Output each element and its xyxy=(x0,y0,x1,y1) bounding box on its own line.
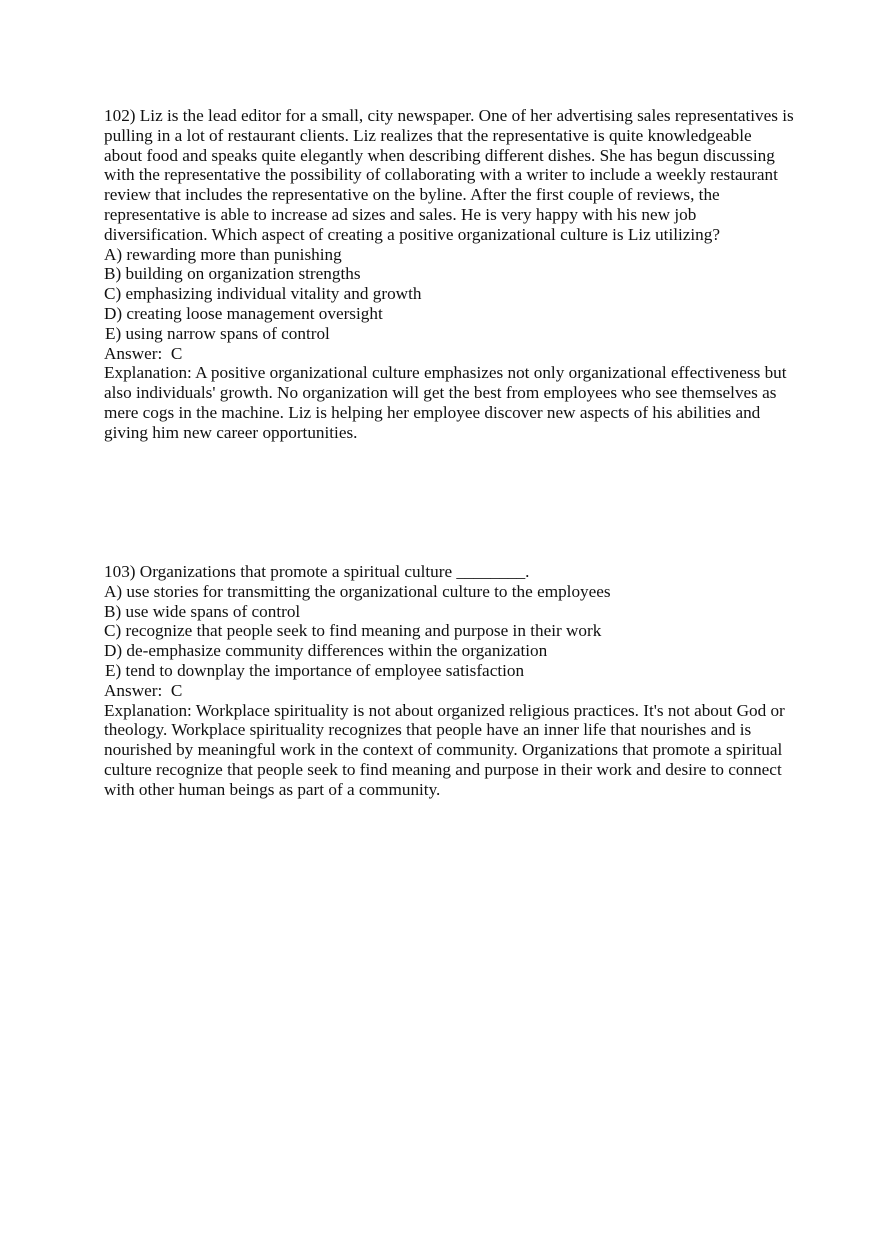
answer: Answer: C xyxy=(104,680,183,700)
choice-b: B) use wide spans of control xyxy=(104,601,301,621)
explanation: Explanation: A positive organizational culture emphasizes not only organizational effectiveness but also individuals' growth. No organization will get the best from employees who see themselves as mere cogs in the machine. Liz is helping her employee discover new aspects of his abilities and giving him new career opportunities. xyxy=(104,363,787,442)
question-stem: 103) Organizations that promote a spiritual culture ________. xyxy=(104,562,530,581)
choice-d: D) de-emphasize community differences within the organization xyxy=(104,641,548,661)
choice-e: E) using narrow spans of control xyxy=(105,323,330,343)
answer: Answer: C xyxy=(104,343,183,363)
choice-c: C) recognize that people seek to find meaning and purpose in their work xyxy=(104,621,602,641)
choice-a: A) use stories for transmitting the organizational culture to the employees xyxy=(104,581,611,601)
choice-e: E) tend to downplay the importance of employee satisfaction xyxy=(105,660,525,680)
question-stem: 102) Liz is the lead editor for a small, city newspaper. One of her advertising sales representatives is pulling in a lot of restaurant clients. Liz realizes that the representative is quite knowledgeable about food and speaks quite elegantly when describing different dishes. She has begun discussing with the representative the possibility of collaborating with a writer to include a weekly restaurant review that includes the representative on the byline. After the first couple of reviews, the representative is able to increase ad sizes and sales. He is very happy with his new job diversification. Which aspect of creating a positive organizational culture is Liz utilizing? xyxy=(104,106,794,244)
question-102 xyxy=(104,106,794,443)
choice-b: B) building on organization strengths xyxy=(104,264,361,284)
choice-d: D) creating loose management oversight xyxy=(104,303,383,323)
choice-c: C) emphasizing individual vitality and growth xyxy=(104,284,422,304)
question-103 xyxy=(104,562,794,800)
choice-a: A) rewarding more than punishing xyxy=(104,244,342,264)
explanation: Explanation: Workplace spirituality is not about organized religious practices. It's not about God or theology. Workplace spirituality recognizes that people have an inner life that nourishes and is nourished by meaningful work in the context of community. Organizations that promote a spiritual culture recognize that people seek to find meaning and purpose in their work and desire to connect with other human beings as part of a community. xyxy=(104,700,785,799)
